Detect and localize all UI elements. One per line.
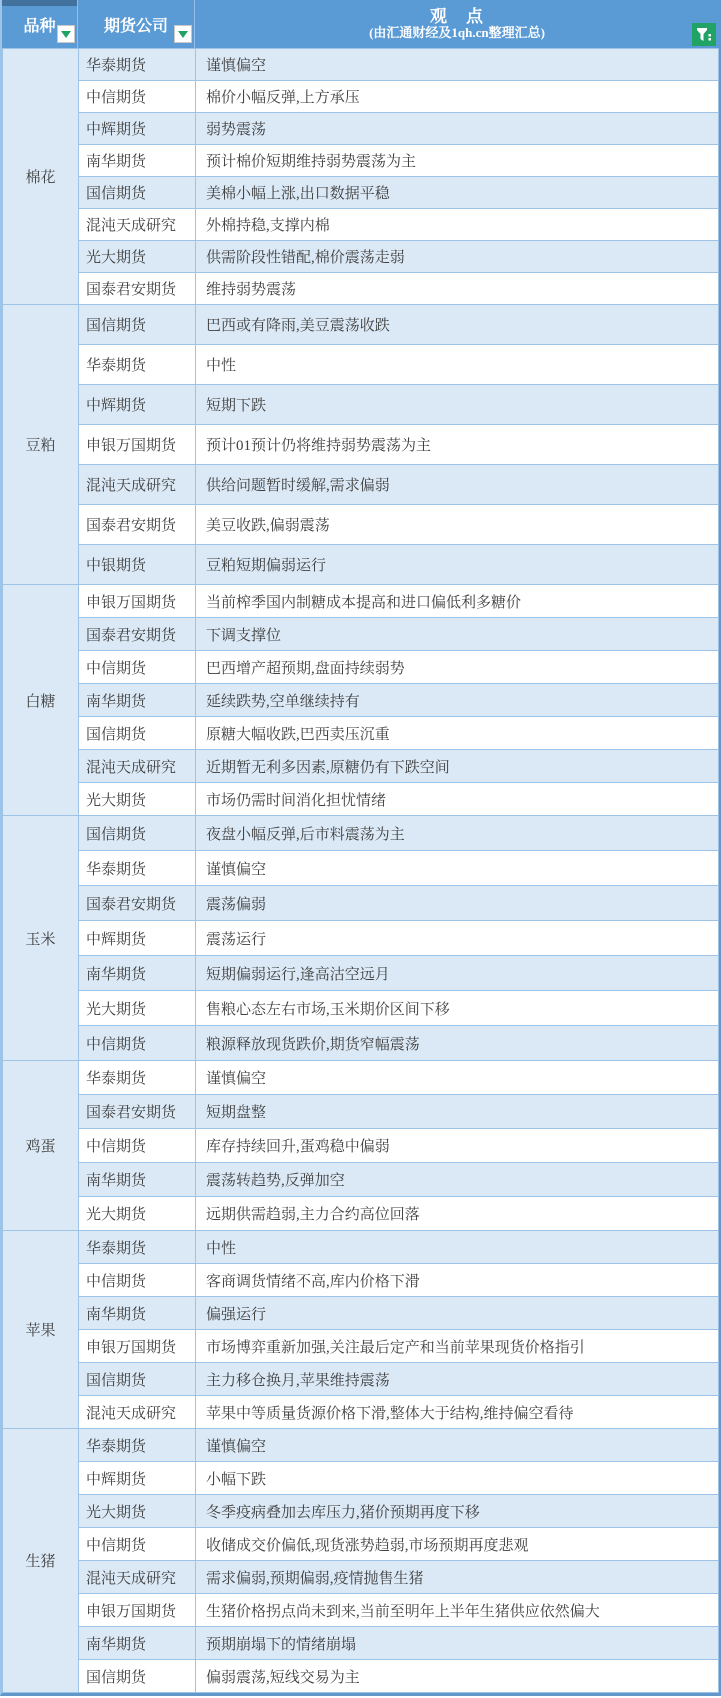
company-cell: 中辉期货	[79, 113, 196, 145]
variety-cell: 棉花	[3, 49, 79, 305]
table-row	[3, 305, 719, 345]
opinion-cell: 冬季疫病叠加去库压力,猪价预期再度下移	[196, 1495, 719, 1528]
table-row	[3, 1528, 719, 1561]
company-cell: 国信期货	[79, 1660, 196, 1693]
variety-filter-dropdown[interactable]	[57, 25, 75, 43]
company-cell: 混沌天成研究	[79, 209, 196, 241]
table-row	[3, 1429, 719, 1462]
table-row	[3, 465, 719, 505]
table-row	[3, 241, 719, 273]
filter-button[interactable]	[692, 23, 716, 46]
company-cell: 华泰期货	[79, 49, 196, 81]
company-cell: 光大期货	[79, 241, 196, 273]
company-cell: 华泰期货	[79, 1231, 196, 1264]
company-cell: 混沌天成研究	[79, 1396, 196, 1429]
company-cell: 华泰期货	[79, 1061, 196, 1095]
opinion-cell: 近期暂无利多因素,原糖仍有下跌空间	[196, 750, 719, 783]
company-cell: 申银万国期货	[79, 1330, 196, 1363]
variety-cell: 鸡蛋	[3, 1061, 79, 1231]
opinion-cell: 预计棉价短期维持弱势震荡为主	[196, 145, 719, 177]
opinion-cell: 偏强运行	[196, 1297, 719, 1330]
table-row	[3, 345, 719, 385]
opinion-cell: 库存持续回升,蛋鸡稳中偏弱	[196, 1129, 719, 1163]
table-row	[3, 1095, 719, 1129]
company-cell: 国信期货	[79, 177, 196, 209]
company-cell: 中辉期货	[79, 1462, 196, 1495]
variety-cell: 白糖	[3, 585, 79, 816]
company-cell: 南华期货	[79, 1627, 196, 1660]
table-row	[3, 585, 719, 618]
opinion-cell: 市场仍需时间消化担忧情绪	[196, 783, 719, 816]
table-row	[3, 991, 719, 1026]
opinion-cell: 短期偏弱运行,逢高沽空远月	[196, 956, 719, 991]
opinion-cell: 下调支撑位	[196, 618, 719, 651]
header-company-label: 期货公司	[103, 17, 168, 35]
table-row	[3, 81, 719, 113]
opinion-cell: 偏弱震荡,短线交易为主	[196, 1660, 719, 1693]
header-variety-label: 品种	[23, 17, 56, 35]
table-row	[3, 1297, 719, 1330]
opinion-cell: 预计01预计仍将维持弱势震荡为主	[196, 425, 719, 465]
opinion-cell: 豆粕短期偏弱运行	[196, 545, 719, 585]
opinion-cell: 美豆收跌,偏弱震荡	[196, 505, 719, 545]
opinion-cell: 主力移仓换月,苹果维持震荡	[196, 1363, 719, 1396]
opinion-cell: 外棉持稳,支撑内棉	[196, 209, 719, 241]
company-cell: 国信期货	[79, 1363, 196, 1396]
company-cell: 华泰期货	[79, 851, 196, 886]
company-cell: 混沌天成研究	[79, 750, 196, 783]
opinion-cell: 谨慎偏空	[196, 49, 719, 81]
table-row	[3, 209, 719, 241]
company-cell: 申银万国期货	[79, 425, 196, 465]
table-row	[3, 1594, 719, 1627]
table-row	[3, 851, 719, 886]
company-cell: 国泰君安期货	[79, 618, 196, 651]
chevron-down-icon	[61, 31, 71, 38]
header-opinion-subtitle: (由汇通财经及1qh.cn整理汇总)	[369, 25, 545, 41]
table-row	[3, 1561, 719, 1594]
table-row	[3, 956, 719, 991]
opinion-cell: 苹果中等质量货源价格下滑,整体大于结构,维持偏空看待	[196, 1396, 719, 1429]
company-cell: 混沌天成研究	[79, 465, 196, 505]
company-cell: 光大期货	[79, 1197, 196, 1231]
table-row	[3, 273, 719, 305]
company-cell: 光大期货	[79, 991, 196, 1026]
opinion-cell: 谨慎偏空	[196, 1429, 719, 1462]
table-row	[3, 1495, 719, 1528]
opinion-cell: 美棉小幅上涨,出口数据平稳	[196, 177, 719, 209]
table-row	[3, 1462, 719, 1495]
opinion-cell: 夜盘小幅反弹,后市料震荡为主	[196, 816, 719, 851]
company-cell: 国信期货	[79, 305, 196, 345]
company-cell: 南华期货	[79, 684, 196, 717]
opinion-cell: 小幅下跌	[196, 1462, 719, 1495]
opinion-cell: 谨慎偏空	[196, 1061, 719, 1095]
table-row	[3, 1627, 719, 1660]
opinion-cell: 震荡运行	[196, 921, 719, 956]
funnel-icon	[696, 27, 712, 43]
opinion-cell: 售粮心态左右市场,玉米期价区间下移	[196, 991, 719, 1026]
opinion-cell: 巴西增产超预期,盘面持续弱势	[196, 651, 719, 684]
company-cell: 中辉期货	[79, 921, 196, 956]
opinion-cell: 客商调货情绪不高,库内价格下滑	[196, 1264, 719, 1297]
table-row	[3, 1163, 719, 1197]
table-row	[3, 545, 719, 585]
company-cell: 国泰君安期货	[79, 1095, 196, 1129]
opinion-cell: 震荡偏弱	[196, 886, 719, 921]
opinion-cell: 原糖大幅收跌,巴西卖压沉重	[196, 717, 719, 750]
header-company	[78, 0, 195, 48]
header-opinion-label: 观 点	[430, 6, 484, 26]
opinion-cell: 巴西或有降雨,美豆震荡收跌	[196, 305, 719, 345]
opinion-cell: 维持弱势震荡	[196, 273, 719, 305]
opinion-cell: 谨慎偏空	[196, 851, 719, 886]
company-cell: 光大期货	[79, 1495, 196, 1528]
company-cell: 中银期货	[79, 545, 196, 585]
chevron-down-icon	[178, 31, 188, 38]
table-row	[3, 618, 719, 651]
opinion-cell: 生猪价格拐点尚未到来,当前至明年上半年生猪供应依然偏大	[196, 1594, 719, 1627]
opinion-cell: 中性	[196, 1231, 719, 1264]
table-row	[3, 1197, 719, 1231]
company-cell: 申银万国期货	[79, 585, 196, 618]
company-cell: 中信期货	[79, 1026, 196, 1061]
opinion-cell: 棉价小幅反弹,上方承压	[196, 81, 719, 113]
opinion-cell: 当前榨季国内制糖成本提高和进口偏低利多糖价	[196, 585, 719, 618]
company-cell: 华泰期货	[79, 345, 196, 385]
company-cell: 国泰君安期货	[79, 505, 196, 545]
table-row	[3, 177, 719, 209]
table-row	[3, 651, 719, 684]
table-row	[3, 1396, 719, 1429]
company-cell: 申银万国期货	[79, 1594, 196, 1627]
company-cell: 中信期货	[79, 1264, 196, 1297]
company-filter-dropdown[interactable]	[174, 25, 192, 43]
company-cell: 中信期货	[79, 651, 196, 684]
company-cell: 南华期货	[79, 1163, 196, 1197]
table-row	[3, 113, 719, 145]
table-row	[3, 425, 719, 465]
table-row	[3, 49, 719, 81]
table-row	[3, 717, 719, 750]
company-cell: 南华期货	[79, 145, 196, 177]
opinions-table	[2, 48, 719, 1693]
opinion-cell: 震荡转趋势,反弹加空	[196, 1163, 719, 1197]
opinion-cell: 供给问题暂时缓解,需求偏弱	[196, 465, 719, 505]
company-cell: 中信期货	[79, 1129, 196, 1163]
company-cell: 南华期货	[79, 956, 196, 991]
opinion-cell: 远期供需趋弱,主力合约高位回落	[196, 1197, 719, 1231]
header-opinion	[195, 0, 719, 48]
table-row	[3, 1363, 719, 1396]
opinion-cell: 中性	[196, 345, 719, 385]
table-row	[3, 921, 719, 956]
company-cell: 南华期货	[79, 1297, 196, 1330]
company-cell: 华泰期货	[79, 1429, 196, 1462]
table-row	[3, 1660, 719, 1693]
variety-cell: 玉米	[3, 816, 79, 1061]
table-row	[3, 1231, 719, 1264]
table-row	[3, 816, 719, 851]
table-row	[3, 886, 719, 921]
table-row	[3, 505, 719, 545]
table-header	[2, 0, 719, 48]
variety-cell: 豆粕	[3, 305, 79, 585]
company-cell: 国泰君安期货	[79, 273, 196, 305]
table-row	[3, 145, 719, 177]
opinion-cell: 短期盘整	[196, 1095, 719, 1129]
company-cell: 中信期货	[79, 1528, 196, 1561]
table-row	[3, 783, 719, 816]
company-cell: 中辉期货	[79, 385, 196, 425]
table-row	[3, 1061, 719, 1095]
table-row	[3, 684, 719, 717]
opinion-cell: 粮源释放现货跌价,期货窄幅震荡	[196, 1026, 719, 1061]
variety-cell: 生猪	[3, 1429, 79, 1693]
table-row	[3, 1264, 719, 1297]
opinion-cell: 需求偏弱,预期偏弱,疫情抛售生猪	[196, 1561, 719, 1594]
company-cell: 混沌天成研究	[79, 1561, 196, 1594]
header-accent-strip	[2, 0, 77, 6]
opinion-cell: 供需阶段性错配,棉价震荡走弱	[196, 241, 719, 273]
opinion-cell: 短期下跌	[196, 385, 719, 425]
company-cell: 中信期货	[79, 81, 196, 113]
company-cell: 光大期货	[79, 783, 196, 816]
opinion-cell: 市场博弈重新加强,关注最后定产和当前苹果现货价格指引	[196, 1330, 719, 1363]
table-row	[3, 1129, 719, 1163]
company-cell: 国信期货	[79, 816, 196, 851]
opinion-cell: 预期崩塌下的情绪崩塌	[196, 1627, 719, 1660]
header-variety	[2, 0, 78, 48]
table-row	[3, 385, 719, 425]
table-row	[3, 1330, 719, 1363]
company-cell: 国泰君安期货	[79, 886, 196, 921]
table-row	[3, 1026, 719, 1061]
company-cell: 国信期货	[79, 717, 196, 750]
table-row	[3, 750, 719, 783]
opinion-cell: 收储成交价偏低,现货涨势趋弱,市场预期再度悲观	[196, 1528, 719, 1561]
variety-cell: 苹果	[3, 1231, 79, 1429]
opinion-cell: 延续跌势,空单继续持有	[196, 684, 719, 717]
opinion-cell: 弱势震荡	[196, 113, 719, 145]
